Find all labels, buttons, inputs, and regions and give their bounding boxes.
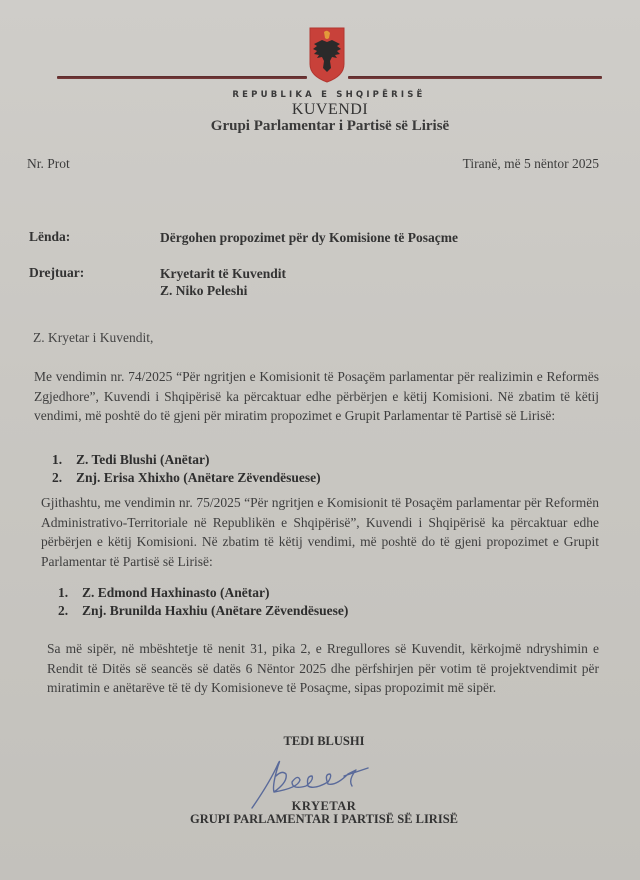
paragraph-1: Me vendimin nr. 74/2025 “Për ngritjen e Komisionit të Posaçëm parlamentar për realizimin e Reformës Zgjedhore”, Kuvendi i Shqipërisë ka përcaktuar edhe përbërjen e këtij Komisioni. Në zbatim të këtij vendimi, më poshtë do të gjeni për miratim propozimet e Grupit Parlamentar të Partisë së Lirisë: [34,369,599,423]
addressee-line2: Z. Niko Peleshi [160,283,248,298]
albanian-coat-of-arms-icon [308,26,346,84]
subject-value: Dërgohen propozimet për dy Komisione të Posaçme [160,230,458,245]
list-item: 1. Z. Tedi Blushi (Anëtar) [52,452,210,467]
addressee-label: Drejtuar: [29,265,85,280]
list-item: 1. Z. Edmond Haxhinasto (Anëtar) [58,585,270,600]
letterhead-rule-left [57,76,307,79]
list-item: 2. Znj. Brunilda Haxhiu (Anëtare Zëvendësuese) [58,602,349,618]
salutation: Z. Kryetar i Kuvendit, [33,330,154,345]
republic-name: REPUBLIKA E SHQIPËRISË [232,90,426,100]
proposal-list-2 [58,584,348,619]
signatory-name: TEDI BLUSHI [283,734,365,748]
group-name: Grupi Parlamentar i Partisë së Lirisë [210,118,450,134]
letterhead-rule-right [348,76,602,79]
proposal-list-1 [52,451,321,486]
list-item: 2. Znj. Erisa Xhixho (Anëtare Zëvendësuese) [52,469,321,485]
protocol-number: Nr. Prot [27,156,70,171]
addressee-line1: Kryetarit të Kuvendit [160,266,286,281]
subject-label: Lënda: [29,229,71,244]
institution-name: KUVENDI [291,101,369,118]
signatory-title: KRYETAR [291,799,357,813]
paragraph-3: Sa më sipër, në mbështetje të nenit 31, pika 2, e Rregullores së Kuvendit, kërkojmë ndryshimin e Rendit të Ditës së seancës së datës 6 Nëntor 2025 dhe përfshirjen për votim të projektvendimit për miratimin e anëtarëve të të dy Komisioneve të Posaçme, sipas propozimit më sipër. [47,641,599,695]
signatory-group: GRUPI PARLAMENTAR I PARTISË SË LIRISË [189,812,458,826]
place-date: Tiranë, më 5 nëntor 2025 [462,156,599,171]
paragraph-2: Gjithashtu, me vendimin nr. 75/2025 “Për ngritjen e Komisionit të Posaçëm parlamentar për Reformën Administrativo-Territoriale në Republikën e Shqipërisë”, Kuvendi i Shqipërisë ka përcaktuar edhe përbërjen e këtij Komisioni. Në zbatim të këtij vendimi, më poshtë do të gjeni propozimet e Grupit Parlamentar të Partisë së Lirisë: [41,495,599,569]
